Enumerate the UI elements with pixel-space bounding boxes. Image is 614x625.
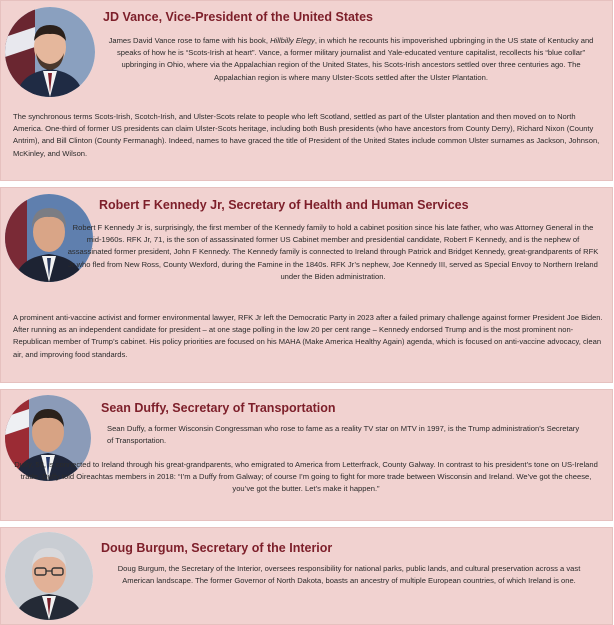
- profile-paragraph: James David Vance rose to fame with his book, Hillbilly Elegy, in which he recounts his impoverished upbringing in the US state of Kentucky and speaks of how he is “Scots-Irish at heart”. Vance, a former military journalist and Yale-educated venture capitalist, recollects his “blue collar” upbringing in Ohio, where via the Appalachian region of the United States, his Scots-Irish ancestors settled over three centuries ago. The Appalachian region is where many Ulster-Scots settled after the Ulster Plantation.: [108, 36, 594, 82]
- profile-card-burgum: [0, 527, 613, 625]
- profile-title: Robert F Kennedy Jr, Secretary of Health and Human Services: [99, 198, 469, 212]
- profile-card-kennedy: [0, 187, 613, 383]
- profile-paragraph: The synchronous terms Scots-Irish, Scotch-Irish, and Ulster-Scots relate to people who left Scotland, settled as part of the Ulster plantation and then moved on to North America. One-third of former US presidents can claim Ulster-Scots heritage, including both Bush presidents (who have ancestors from County Derry), Richard Nixon (County Antrim), and Bill Clinton (County Fermanagh). Indeed, names to have graced the title of President of the United States include common Ulster surnames as Jackson, Johnson, McKinley, and Wilson.: [13, 112, 600, 158]
- profile-title: Doug Burgum, Secretary of the Interior: [101, 541, 333, 555]
- profile-paragraph: Duffy, 53, is connected to Ireland through his great-grandparents, who emigrated to America from Letterfrack, County Galway. In contrast to his president’s tone on US-Ireland trade, Duffy told Oireachtas members in 2018: “I’m a Duffy from Galway; of course I’m going to fight for more trade between Wisconsin and Ireland. We’ve got the cheese, you’ve got the butter. Let’s make it happen.”: [14, 460, 598, 494]
- book-title: Hillbilly Elegy: [270, 36, 315, 45]
- profile-card-duffy: [0, 389, 613, 521]
- portrait-burgum: [5, 532, 93, 620]
- profile-title: JD Vance, Vice-President of the United States: [103, 10, 373, 24]
- profile-paragraph: A prominent anti-vaccine activist and former environmental lawyer, RFK Jr left the Democratic Party in 2023 after a failed primary challenge against former President Joe Biden. After running as an independent candidate for president – at one stage polling in the low 20 per cent range – Kennedy endorsed Trump and is the most prominent non-Republican member of Trump’s cabinet. His policy priorities are focused on his MAHA (Make America Healthy Again) agenda, which is focused on anti-vaccine advocacy, clean air, and improving food standards.: [13, 313, 603, 359]
- profile-card-vance: [0, 0, 613, 181]
- profile-paragraph: Doug Burgum, the Secretary of the Interior, oversees responsibility for national parks, public lands, and cultural preservation across a vast American landscape. The former Governor of North Dakota, boasts an ancestry of multiple European countries, of which Ireland is one.: [117, 564, 581, 586]
- profile-paragraph: Robert F Kennedy Jr is, surprisingly, the first member of the Kennedy family to hold a cabinet position since his late father, who was Attorney General in the mid-1960s. RFK Jr, 71, is the son of assassinated former US Cabinet member and presidential candidate, Robert F Kennedy, and is the nephew of assassinated former president, John F Kennedy. The Kennedy family is connected to Ireland through Patrick and Bridget Kennedy, great-grandparents of RFK Jr who fled from New Ross, County Wexford, during the Famine in the 1840s. RFK Jr’s nephew, Joe Kennedy III, served as Special Envoy to Northern Ireland under the Biden administration.: [67, 223, 599, 281]
- portrait-vance: [5, 7, 95, 97]
- profile-title: Sean Duffy, Secretary of Transportation: [101, 401, 336, 415]
- profile-paragraph: Sean Duffy, a former Wisconsin Congressman who rose to fame as a reality TV star on MTV in 1997, is the Trump administration’s Secretary of Transportation.: [107, 424, 580, 446]
